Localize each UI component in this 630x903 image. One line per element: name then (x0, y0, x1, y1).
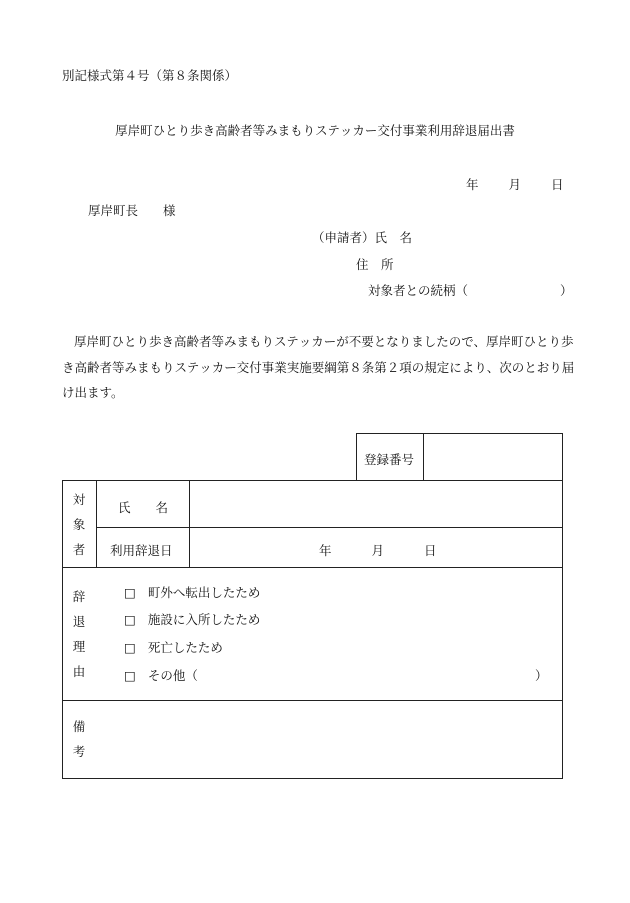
withdraw-date-label: 利用辞退日 (110, 543, 173, 558)
reason-checkbox[interactable]: □ (124, 668, 136, 683)
body-paragraph: 厚岸町ひとり歩き高齢者等みまもりステッカーが不要となりましたので、厚岸町ひとり歩き高齢者等みまもりステッカー交付事業実施要綱第８条第２項の規定により、次のとおり届け出ます。 (62, 334, 575, 400)
addressee: 厚岸町長 様 (88, 203, 176, 218)
subject-heading-char: 対 (72, 492, 86, 507)
document-title: 厚岸町ひとり歩き高齢者等みまもりステッカー交付事業利用辞退届出書 (115, 123, 515, 138)
reason-option-facility[interactable] (124, 610, 260, 628)
date-month-label: 月 (508, 177, 522, 192)
other-close-paren: ） (535, 668, 548, 683)
subject-heading-char: 象 (72, 517, 86, 532)
relation-label-text: 対象者との続柄（ (368, 283, 469, 298)
reason-text: 町外へ転出したため (147, 585, 261, 600)
date-line (466, 175, 564, 193)
reason-option-other[interactable] (124, 666, 198, 684)
subject-heading-char: 者 (72, 542, 86, 557)
reason-heading (72, 584, 86, 684)
reason-text: 死亡したため (147, 640, 223, 655)
date-year-label: 年 (466, 177, 479, 192)
subject-heading (72, 487, 86, 562)
applicant-relation-label (368, 281, 573, 299)
reason-checkbox[interactable]: □ (124, 640, 136, 655)
reason-heading-char: 由 (72, 664, 86, 679)
withdraw-day-label: 日 (424, 543, 437, 558)
registration-number-label: 登録番号 (364, 452, 415, 467)
form-reference: 別記様式第４号（第８条関係） (62, 68, 238, 83)
relation-close-paren: ） (560, 283, 573, 298)
remarks-heading (72, 714, 86, 764)
reason-heading-char: 理 (72, 639, 86, 654)
subject-name-label: 氏 名 (118, 500, 169, 515)
reason-checkbox[interactable]: □ (124, 612, 136, 627)
reason-checkbox[interactable]: □ (124, 585, 136, 600)
applicant-address-label: 住 所 (356, 257, 394, 272)
remarks-heading-char: 考 (72, 744, 86, 759)
registration-number-field[interactable] (424, 434, 562, 480)
reason-heading-char: 辞 (72, 589, 86, 604)
reason-option-moved-out[interactable] (124, 583, 260, 601)
reason-text: 施設に入所したため (147, 612, 261, 627)
withdraw-month-label: 月 (371, 543, 385, 558)
reason-option-deceased[interactable] (124, 638, 223, 656)
remarks-field[interactable] (97, 701, 562, 778)
reason-heading-char: 退 (72, 614, 86, 629)
remarks-heading-char: 備 (72, 719, 86, 734)
subject-name-field[interactable] (190, 481, 562, 527)
reason-text: その他（ (147, 668, 198, 683)
withdraw-year-label: 年 (319, 543, 332, 558)
withdraw-date-field[interactable] (319, 541, 437, 559)
applicant-name-label: （申請者）氏 名 (312, 230, 413, 245)
date-day-label: 日 (551, 177, 564, 192)
